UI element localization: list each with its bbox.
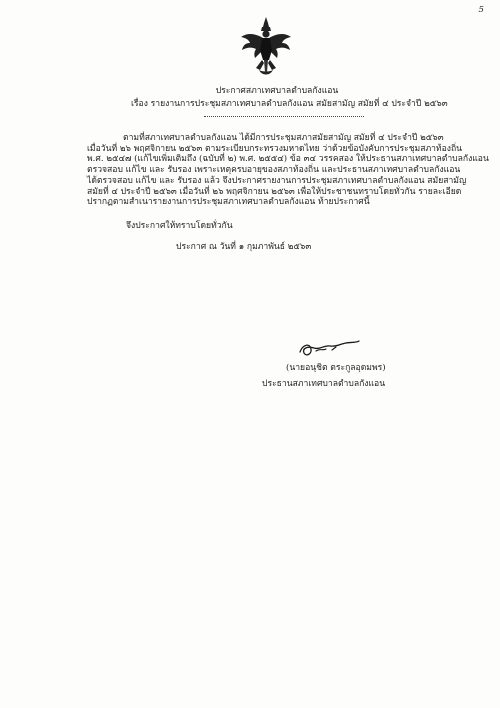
body-line: ได้ตรวจสอบ แก้ไข และ รับรอง แล้ว จึงประกาศรายงานการประชุมสภาเทศบาลตำบลกังแอน สมัยสามัญ [87, 175, 467, 186]
body-line: ปรากฏตามสำเนารายงานการประชุมสภาเทศบาลตำบลกังแอน ท้ายประกาศนี้ [87, 197, 370, 208]
signatory-name: (นายอนุชิต ตระกูลอุดมพร) [286, 363, 386, 373]
body-line: ตรวจสอบ แก้ไข และ รับรอง เพราะเหตุครบอายุของสภาท้องถิ่น และประธานสภาเทศบาลตำบลกังแอน [87, 165, 461, 176]
document-subject: เรื่อง รายงานการประชุมสภาเทศบาลตำบลกังแอน สมัยสามัญ สมัยที่ ๔ ประจำปี ๒๕๖๓ [131, 99, 448, 109]
body-line: เมื่อวันที่ ๒๖ พฤศจิกายน ๒๕๖๓ ตามระเบียบกระทรวงมหาดไทย ว่าด้วยข้อบังคับการประชุมสภาท้องถิ่น [87, 143, 463, 154]
announcement-date: ประกาศ ณ วันที่ ๑ กุมภาพันธ์ ๒๕๖๓ [176, 242, 312, 252]
page-number: 5 [478, 5, 484, 15]
handwritten-signature [296, 336, 362, 362]
notification-line: จึงประกาศให้ทราบโดยทั่วกัน [126, 221, 233, 231]
document-body [87, 133, 489, 208]
document-title: ประกาศสภาเทศบาลตำบลกังแอน [215, 86, 339, 96]
signatory-position: ประธานสภาเทศบาลตำบลกังแอน [262, 379, 386, 389]
title-divider [204, 116, 364, 117]
body-line: พ.ศ. ๒๕๔๗ (แก้ไขเพิ่มเติมถึง (ฉบับที่ ๒) พ.ศ. ๒๕๕๔) ข้อ ๓๔ วรรคสอง ให้ประธานสภาเทศบาลตำบลกังแอน [87, 154, 489, 165]
body-line: สมัยที่ ๔ ประจำปี ๒๕๖๓ เมื่อวันที่ ๒๖ พฤศจิกายน ๒๕๖๓ เพื่อให้ประชาชนทราบโดยทั่วกัน รายละเอียด [87, 186, 462, 197]
body-line: ตามที่สภาเทศบาลตำบลกังแอน ได้มีการประชุมสภาสมัยสามัญ สมัยที่ ๔ ประจำปี ๒๕๖๓ [123, 133, 444, 143]
garuda-emblem-icon [238, 16, 294, 78]
